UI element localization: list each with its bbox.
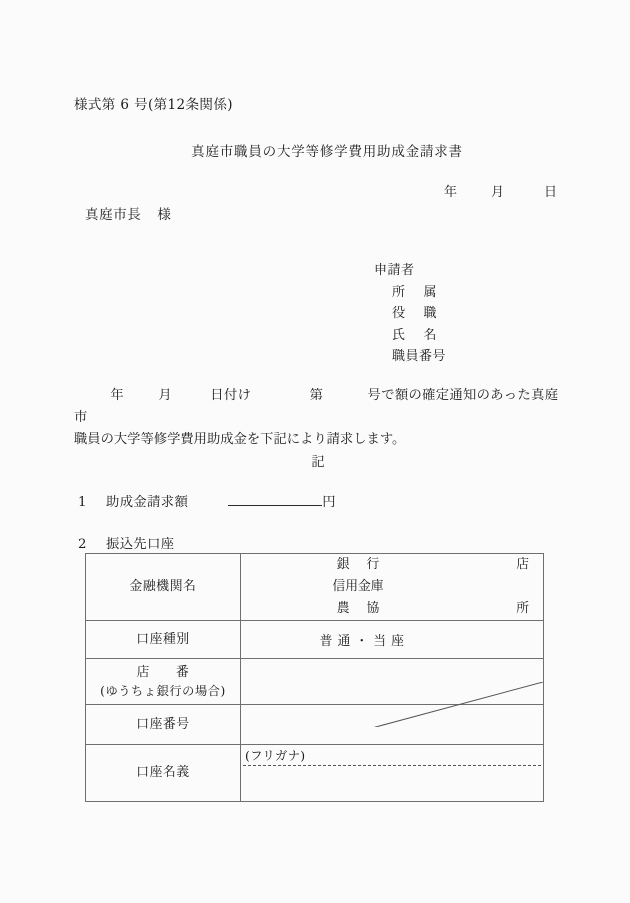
- applicant-department-char-b: 属: [423, 284, 438, 300]
- item-1-label: 助成金請求額: [106, 495, 189, 510]
- applicant-department-char-a: 所: [392, 284, 406, 300]
- applicant-heading: 申請者: [374, 263, 415, 278]
- date-year-label: 年: [443, 185, 457, 200]
- item-1-unit: 円: [322, 495, 336, 510]
- page-title: 真庭市職員の大学等修学費用助成金請求書: [191, 144, 463, 160]
- applicant-block: [374, 260, 446, 368]
- table-row-financial-institution: [86, 554, 544, 621]
- applicant-name-char-a: 氏: [392, 327, 406, 343]
- body-line-2: 職員の大学等修学費用助成金を下記により請求します。: [74, 432, 406, 447]
- addressee-name: 真庭市長: [85, 207, 142, 223]
- body-number-prefix: 第: [309, 388, 324, 403]
- value-account-type[interactable]: [241, 621, 544, 659]
- value-account-holder[interactable]: [241, 745, 544, 802]
- addressee-honorific: 様: [157, 207, 172, 223]
- applicant-position-char-a: 役: [392, 306, 406, 321]
- furigana-divider: [243, 765, 541, 766]
- label-financial-institution: 金融機関名: [86, 554, 241, 621]
- applicant-field-position: [374, 303, 446, 325]
- strikethrough-diagonal-icon: [241, 682, 543, 728]
- ki-marker: 記: [311, 455, 325, 470]
- fi-option-nokyo[interactable]: 農 協: [336, 601, 380, 616]
- value-financial-institution[interactable]: [241, 554, 544, 621]
- fi-option-shinkin[interactable]: 信用金庫: [332, 579, 384, 594]
- value-branch-number[interactable]: [241, 659, 544, 705]
- addressee: [85, 203, 172, 223]
- table-row-account-type: [86, 621, 544, 659]
- label-account-type: 口座種別: [86, 621, 241, 659]
- item-2-label: 振込先口座: [106, 537, 175, 552]
- applicant-field-employee-number: 職員番号: [392, 349, 447, 364]
- date-day-label: 日: [543, 185, 557, 200]
- fi-option-bank[interactable]: 銀 行: [336, 557, 380, 572]
- label-branch-number: 店 番 (ゆうちょ銀行の場合): [86, 659, 241, 705]
- label-branch-number-note: (ゆうちょ銀行の場合): [100, 683, 226, 698]
- body-paragraph: [74, 385, 558, 451]
- date-line: [0, 181, 630, 200]
- body-number-suffix: 号で額の確定通知のあった真庭市: [74, 388, 559, 425]
- date-month-label: 月: [490, 185, 504, 200]
- applicant-position-char-b: 職: [423, 306, 438, 321]
- label-account-holder: 口座名義: [86, 745, 241, 802]
- item-claim-amount: [78, 491, 336, 510]
- applicant-field-name: [374, 325, 446, 347]
- form-number: 様式第 6 号(第12条関係): [74, 97, 233, 113]
- applicant-field-department: [374, 282, 446, 304]
- applicant-name-char-b: 名: [423, 327, 438, 343]
- claim-amount-input[interactable]: [228, 492, 322, 506]
- table-row-account-holder: [86, 745, 544, 802]
- body-month-label: 月: [157, 388, 172, 403]
- label-account-number: 口座番号: [86, 705, 241, 745]
- body-day-label: 日付け: [209, 388, 252, 403]
- item-transfer-account: [78, 533, 174, 552]
- account-table: [85, 553, 544, 802]
- item-1-number: 1: [78, 495, 87, 510]
- item-2-number: 2: [78, 537, 87, 552]
- body-year-label: 年: [110, 388, 124, 403]
- fi-suffix-branch: 店: [516, 557, 529, 572]
- account-type-choices[interactable]: 普 通 ・ 当 座: [319, 634, 405, 649]
- furigana-label: (フリガナ): [245, 748, 306, 763]
- table-row-branch-number: [86, 659, 544, 705]
- fi-suffix-office: 所: [516, 601, 529, 616]
